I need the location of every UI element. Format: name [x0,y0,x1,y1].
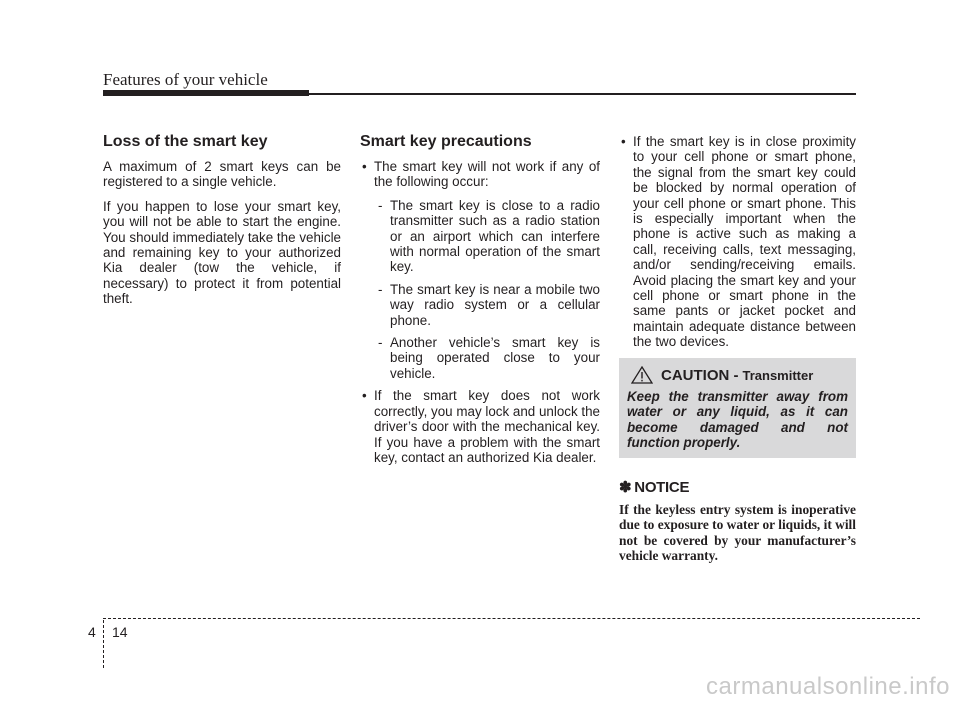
bullet-item: • The smart key will not work if any of the following occur: [360,159,600,190]
caution-text: Keep the transmitter away from water or any liquid, as it can become damaged and not function properly. [627,389,848,451]
warning-triangle-icon [631,366,653,384]
column-proximity [619,134,856,358]
page-header-title: Features of your vehicle [103,70,268,89]
section-heading: Smart key precautions [360,133,532,150]
column-loss-of-key [103,132,341,316]
notice-section [619,478,856,564]
caution-subtitle: Transmitter [742,367,814,383]
chapter-number: 4 [88,624,96,640]
caution-box [619,358,856,458]
notice-text: If the keyless entry system is inoperative due to exposure to water or liquids, it will not be covered by your manufacturer’s vehicle warranty. [619,502,856,564]
footer-rule [103,618,920,619]
bullet-item: • If the smart key does not work correctly, you may lock and unlock the driver’s door with the mechanical key. If you have a problem with the smart key, contact an authorized Kia dealer. [360,388,600,465]
sub-item-text: The smart key is close to a radio transmitter such as a radio station or an airport which can interfere with normal operation of the smart key. [390,197,600,275]
sub-item: - The smart key is near a mobile two way radio system or a cellular phone. [378,281,600,328]
sub-item-text: The smart key is near a mobile two way radio system or a cellular phone. [390,281,600,328]
header-rule [103,93,856,95]
bullet-item: • If the smart key is in close proximity to your cell phone or smart phone, the signal from the smart key could be blocked by normal operation of your cell phone or smart phone. This is especially important when the phone is active such as making a call, receiving calls, text messaging, and/or sending/receiving emails. Avoid placing the smart key and your cell phone or smart phone in the same pants or jacket pocket and maintain adequate distance between the two devices. [619,134,856,350]
paragraph: If you happen to lose your smart key, you will not be able to start the engine. You should immediately take the vehicle and remaining key to your authorized Kia dealer (tow the vehicle, if necessary) to protect it from potential theft. [103,198,341,307]
caution-title [631,366,848,384]
watermark: carmanualsonline.info [706,673,950,700]
column-precautions [360,132,600,473]
sub-item-text: Another vehicle’s smart key is being operated close to your vehicle. [390,335,600,381]
section-heading: Loss of the smart key [103,133,268,150]
sub-item: - Another vehicle’s smart key is being operated close to your vehicle. [378,335,600,381]
sub-item: - The smart key is close to a radio transmitter such as a radio station or an airport which can interfere with normal operation of the smart key. [378,197,600,275]
page-number: 14 [112,624,128,640]
footer-divider [103,620,104,668]
notice-label: NOTICE [634,478,690,496]
notice-title [619,478,856,496]
paragraph: A maximum of 2 smart keys can be registered to a single vehicle. [103,159,341,190]
caution-label: CAUTION - [661,366,739,384]
notice-star-icon: ✽ [619,479,632,496]
